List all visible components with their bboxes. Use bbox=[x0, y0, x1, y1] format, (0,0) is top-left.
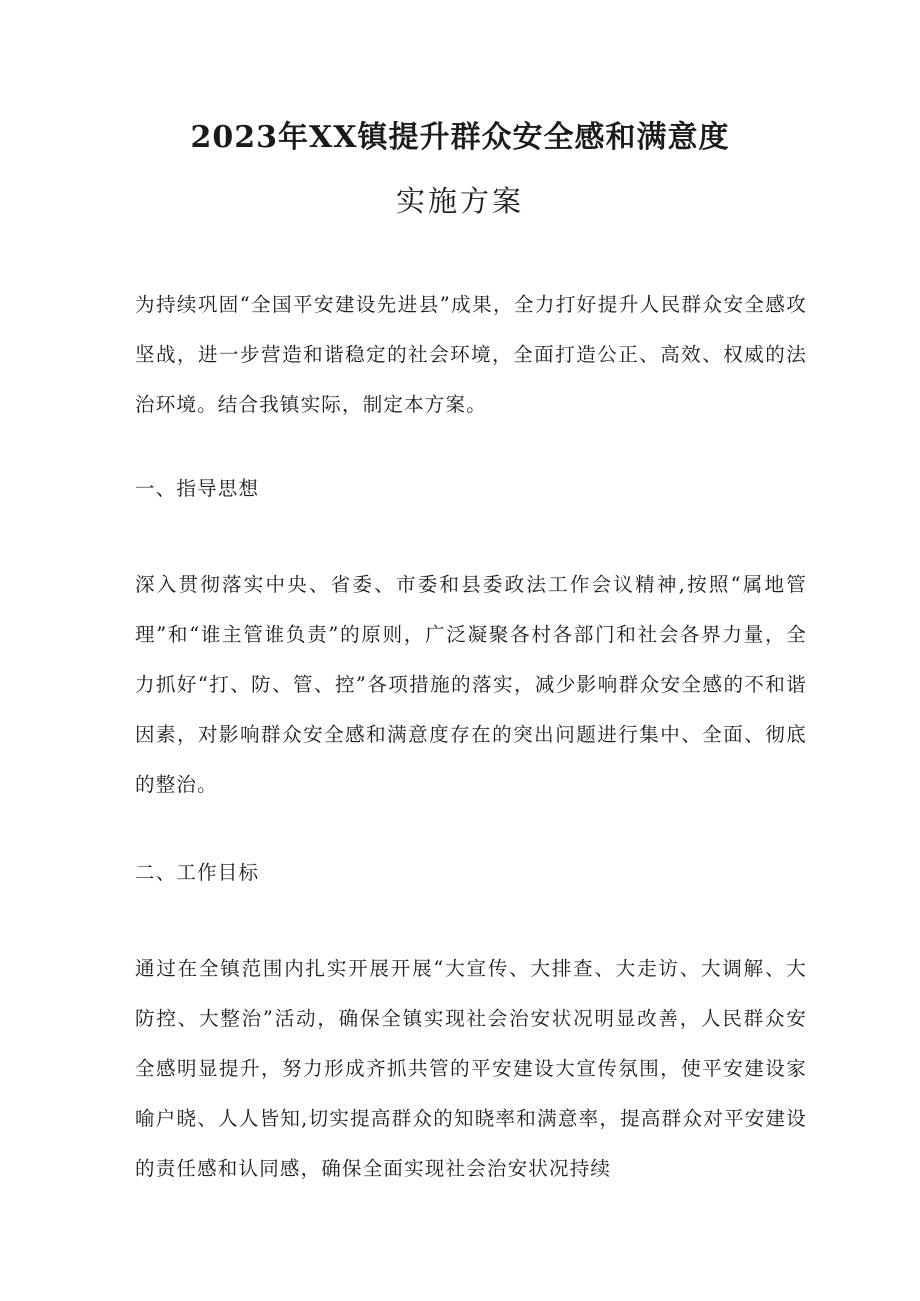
intro-paragraph: 为持续巩固“全国平安建设先进县”成果，全力打好提升人民群众安全感攻坚战，进一步营造和谐稳定的社会环境，全面打造公正、高效、权威的法治环境。结合我镇实际，制定本方案。 bbox=[135, 293, 807, 416]
document-subtitle: 实施方案 bbox=[395, 184, 524, 218]
section-body-work-goals: 通过在全镇范围内扎实开展开展“大宣传、大排查、大走访、大调解、大防控、大整治”活动，确保全镇实现社会治安状况明显改善，人民群众安全感明显提升，努力形成齐抓共管的平安建设大宣传氛围，使平安建设家喻户晓、人人皆知,切实提高群众的知晓率和满意率，提高群众对平安建设的责任感和认同感，确保全面实现社会治安状况持续 bbox=[135, 957, 807, 1180]
section-heading-work-goals: 二、工作目标 bbox=[135, 861, 260, 884]
section-body-guiding-ideology: 深入贯彻落实中央、省委、市委和县委政法工作会议精神,按照“属地管理”和“谁主管谁负责”的原则，广泛凝聚各村各部门和社会各界力量，全力抓好“打、防、管、控”各项措施的落实，减少影响群众安全感的不和谐因素，对影响群众安全感和满意度存在的突出问题进行集中、全面、彻底的整治。 bbox=[135, 573, 807, 796]
section-heading-guiding-ideology: 一、指导思想 bbox=[135, 477, 260, 500]
document-title: 2023年XX镇提升群众安全感和满意度 bbox=[190, 120, 730, 155]
